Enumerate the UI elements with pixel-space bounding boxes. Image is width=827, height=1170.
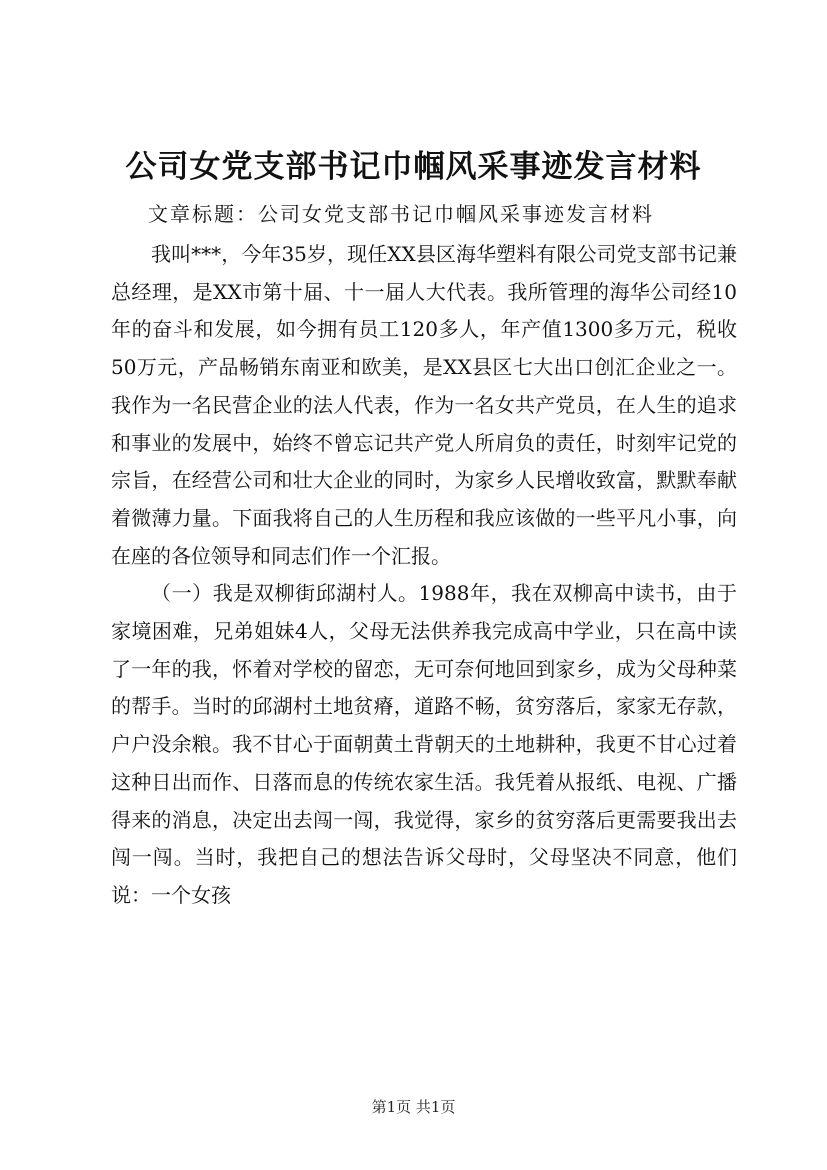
document-body [111,236,737,915]
page-footer: 第1页 共1页 [371,1098,456,1116]
article-subtitle: 文章标题：公司女党支部书记巾帼风采事迹发言材料 [148,202,654,226]
paragraph-section-one: （一）我是双柳街邱湖村人。1988年，我在双柳高中读书，由于家境困难，兄弟姐妹4人，父母无法供养我完成高中学业，只在高中读了一年的我，怀着对学校的留恋，无可奈何地回到家乡，成为父母种菜的帮手。当时的邱湖村土地贫瘠，道路不畅，贫穷落后，家家无存款，户户没余粮。我不甘心于面朝黄土背朝天的土地耕种，我更不甘心过着这种日出而作、日落而息的传统农家生活。我凭着从报纸、电视、广播得来的消息，决定出去闯一闯，我觉得，家乡的贫穷落后更需要我出去闯一闯。当时，我把自己的想法告诉父母时，父母坚决不同意，他们说：一个女孩 [111,581,737,907]
paragraph-intro: 我叫***，今年35岁，现任XX县区海华塑料有限公司党支部书记兼总经理，是XX市第十届、十一届人大代表。我所管理的海华公司经10年的奋斗和发展，如今拥有员工120多人，年产值1300多万元，税收50万元，产品畅销东南亚和欧美，是XX县区七大出口创汇企业之一。我作为一名民营企业的法人代表，作为一名女共产党员，在人生的追求和事业的发展中，始终不曾忘记共产党人所肩负的责任，时刻牢记党的宗旨，在经营公司和壮大企业的同时，为家乡人民增收致富，默默奉献着微薄力量。下面我将自己的人生历程和我应该做的一些平凡小事，向在座的各位领导和同志们作一个汇报。 [111,242,737,568]
document-title: 公司女党支部书记巾帼风采事迹发言材料 [125,149,702,185]
